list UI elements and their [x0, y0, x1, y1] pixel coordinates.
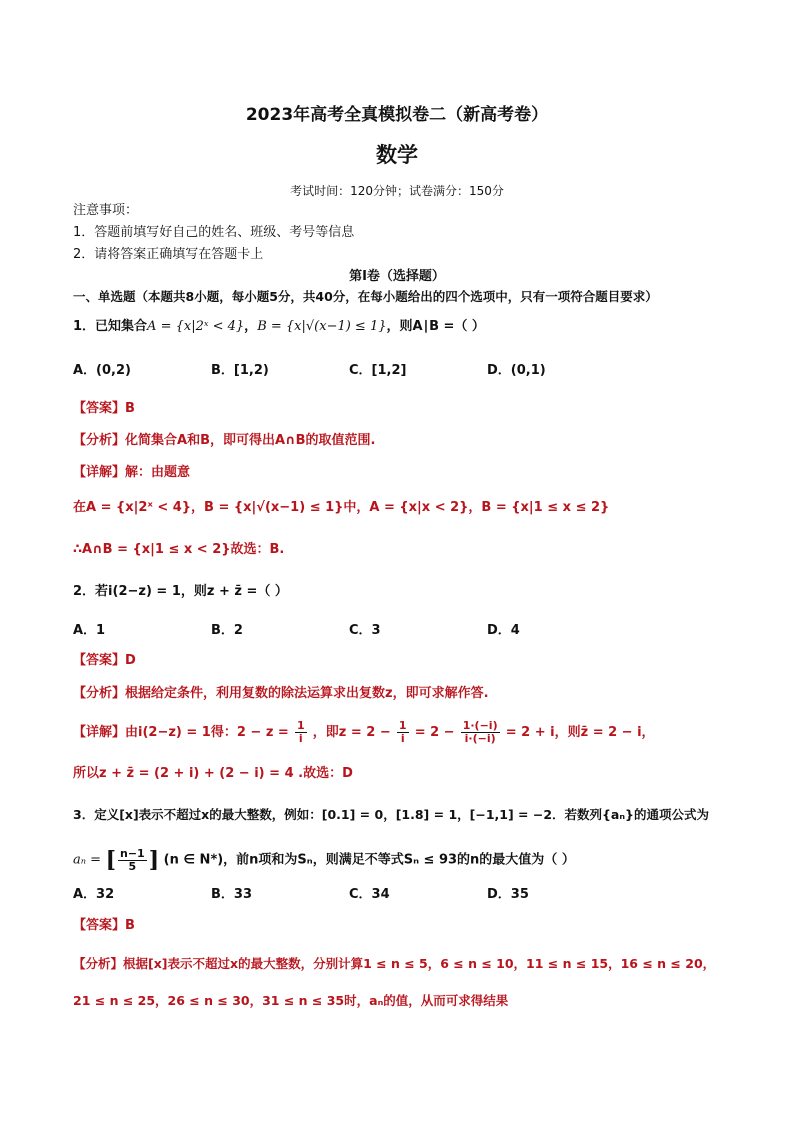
q2-option-a: A．1: [73, 623, 106, 638]
q3-analysis-line2: 21 ≤ n ≤ 25，26 ≤ n ≤ 30，31 ≤ n ≤ 35时，aₙ的值，从而可求得结果: [73, 993, 509, 1008]
q1-option-c: C．[1,2]: [349, 363, 407, 378]
subject-title: 数学: [376, 143, 418, 167]
q2-analysis: 【分析】根据给定条件，利用复数的除法运算求出复数z，即可求解作答.: [73, 686, 489, 701]
q2-answer: 【答案】D: [73, 653, 136, 668]
q3-frac: $\frac{n-1}{5}$: [120, 846, 145, 873]
q1-option-b: B．[1,2): [211, 363, 269, 378]
part-title: 第I卷（选择题）: [349, 269, 445, 284]
q3-analysis: 【分析】根据[x]表示不超过x的最大整数，分别计算1 ≤ n ≤ 5，6 ≤ n ≤ 10，11 ≤ n ≤ 15，16 ≤ n ≤ 20，: [73, 956, 716, 971]
q3-answer: 【答案】B: [73, 918, 135, 933]
q2-answer-value: D: [125, 653, 136, 668]
q1-analysis: 【分析】化简集合A和B，即可得出A∩B的取值范围.: [73, 433, 376, 448]
q2-frac-2: $\frac{1}{i}$: [398, 719, 407, 745]
q1-detail-intro: 解：由题意: [125, 465, 191, 480]
exam-info: 考试时间：120分钟；试卷满分：150分: [290, 184, 504, 198]
q2-option-d: D．4: [487, 623, 520, 638]
q3-option-c: C．34: [349, 887, 390, 902]
q3-option-d: D．35: [487, 887, 529, 902]
q1-option-a: A．(0,2): [73, 363, 131, 378]
q1-stem: 1．已知集合A = {x|2ˣ < 4}，B = {x|√(x−1) ≤ 1}，则A∣B =（ ）: [73, 319, 485, 334]
q3-an: aₙ =: [73, 852, 102, 868]
q3-answer-value: B: [125, 918, 135, 933]
q1-answer-value: B: [125, 401, 135, 416]
q1-set-b: B = {x|√(x−1) ≤ 1}: [257, 319, 387, 334]
q2-frac-3: $\frac{1\cdot(-i)}{i\cdot(-i)}$: [462, 719, 498, 745]
q3-stem-rest: (n ∈ N*)，前n项和为Sₙ，则满足不等式Sₙ ≤ 93的n的最大值为（ ）: [163, 852, 575, 868]
q1-stem-suffix: ，则A∣B =（ ）: [386, 319, 485, 334]
note-item-1: 1．答题前填写好自己的姓名、班级、考号等信息: [73, 225, 355, 240]
exam-title: 2023年高考全真模拟卷二（新高考卷）: [245, 105, 549, 125]
q3-analysis-line1: 根据[x]表示不超过x的最大整数，分别计算1 ≤ n ≤ 5，6 ≤ n ≤ 10，11 ≤ n ≤ 15，16 ≤ n ≤ 20，: [123, 956, 716, 971]
q3-stem-line2: aₙ = [ $\frac{n-1}{5}$ ] (n ∈ N*)，前n项和为Sₙ，则满足不等式Sₙ ≤ 93的n的最大值为（ ）: [73, 846, 575, 873]
notes-heading: 注意事项：: [73, 203, 139, 218]
q2-conclusion: 所以z + z̄ = (2 + i) + (2 − i) = 4 .故选：D: [73, 766, 353, 781]
q1-set-a: A = {x|2ˣ < 4}: [147, 319, 245, 334]
note-item-2: 2．请将答案正确填写在答题卡上: [73, 247, 264, 262]
q1-stem-prefix: 1．已知集合: [73, 319, 148, 334]
q2-option-b: B．2: [211, 623, 243, 638]
q3-option-a: A．32: [73, 887, 115, 902]
q2-stem: 2．若i(2−z) = 1，则z + z̄ =（ ）: [73, 584, 288, 599]
q1-answer: 【答案】B: [73, 401, 135, 416]
q2-detail: 【详解】由i(2−z) = 1得：2 − z = $\frac{1}{i}$ ，即z = 2 − $\frac{1}{i}$ = 2 − $\frac{1\cdot(-i)}{i\cdot(-i)}$ = 2 + i，则z̄ = 2 − i，: [73, 719, 655, 745]
q2-analysis-text: 根据给定条件，利用复数的除法运算求出复数z，即可求解作答.: [125, 686, 489, 701]
q1-detail-line: 在A = {x|2ˣ < 4}，B = {x|√(x−1) ≤ 1}中，A = {x|x < 2}，B = {x|1 ≤ x ≤ 2}: [73, 500, 610, 515]
section-heading: 一、单选题（本题共8小题，每小题5分，共40分，在每小题给出的四个选项中，只有一项符合题目要求）: [73, 289, 658, 304]
q1-option-d: D．(0,1): [487, 363, 546, 378]
q2-frac-1: $\frac{1}{i}$: [296, 719, 305, 745]
q1-analysis-text: 化简集合A和B，即可得出A∩B的取值范围.: [125, 433, 376, 448]
q1-conclusion: ∴A∩B = {x|1 ≤ x < 2}故选：B.: [73, 542, 285, 557]
q1-detail: 【详解】解：由题意: [73, 465, 191, 480]
q2-option-c: C．3: [349, 623, 381, 638]
q3-stem-line1: 3．定义[x]表示不超过x的最大整数，例如：[0.1] = 0，[1.8] = 1，[−1,1] = −2．若数列{aₙ}的通项公式为: [73, 807, 709, 822]
q3-option-b: B．33: [211, 887, 252, 902]
